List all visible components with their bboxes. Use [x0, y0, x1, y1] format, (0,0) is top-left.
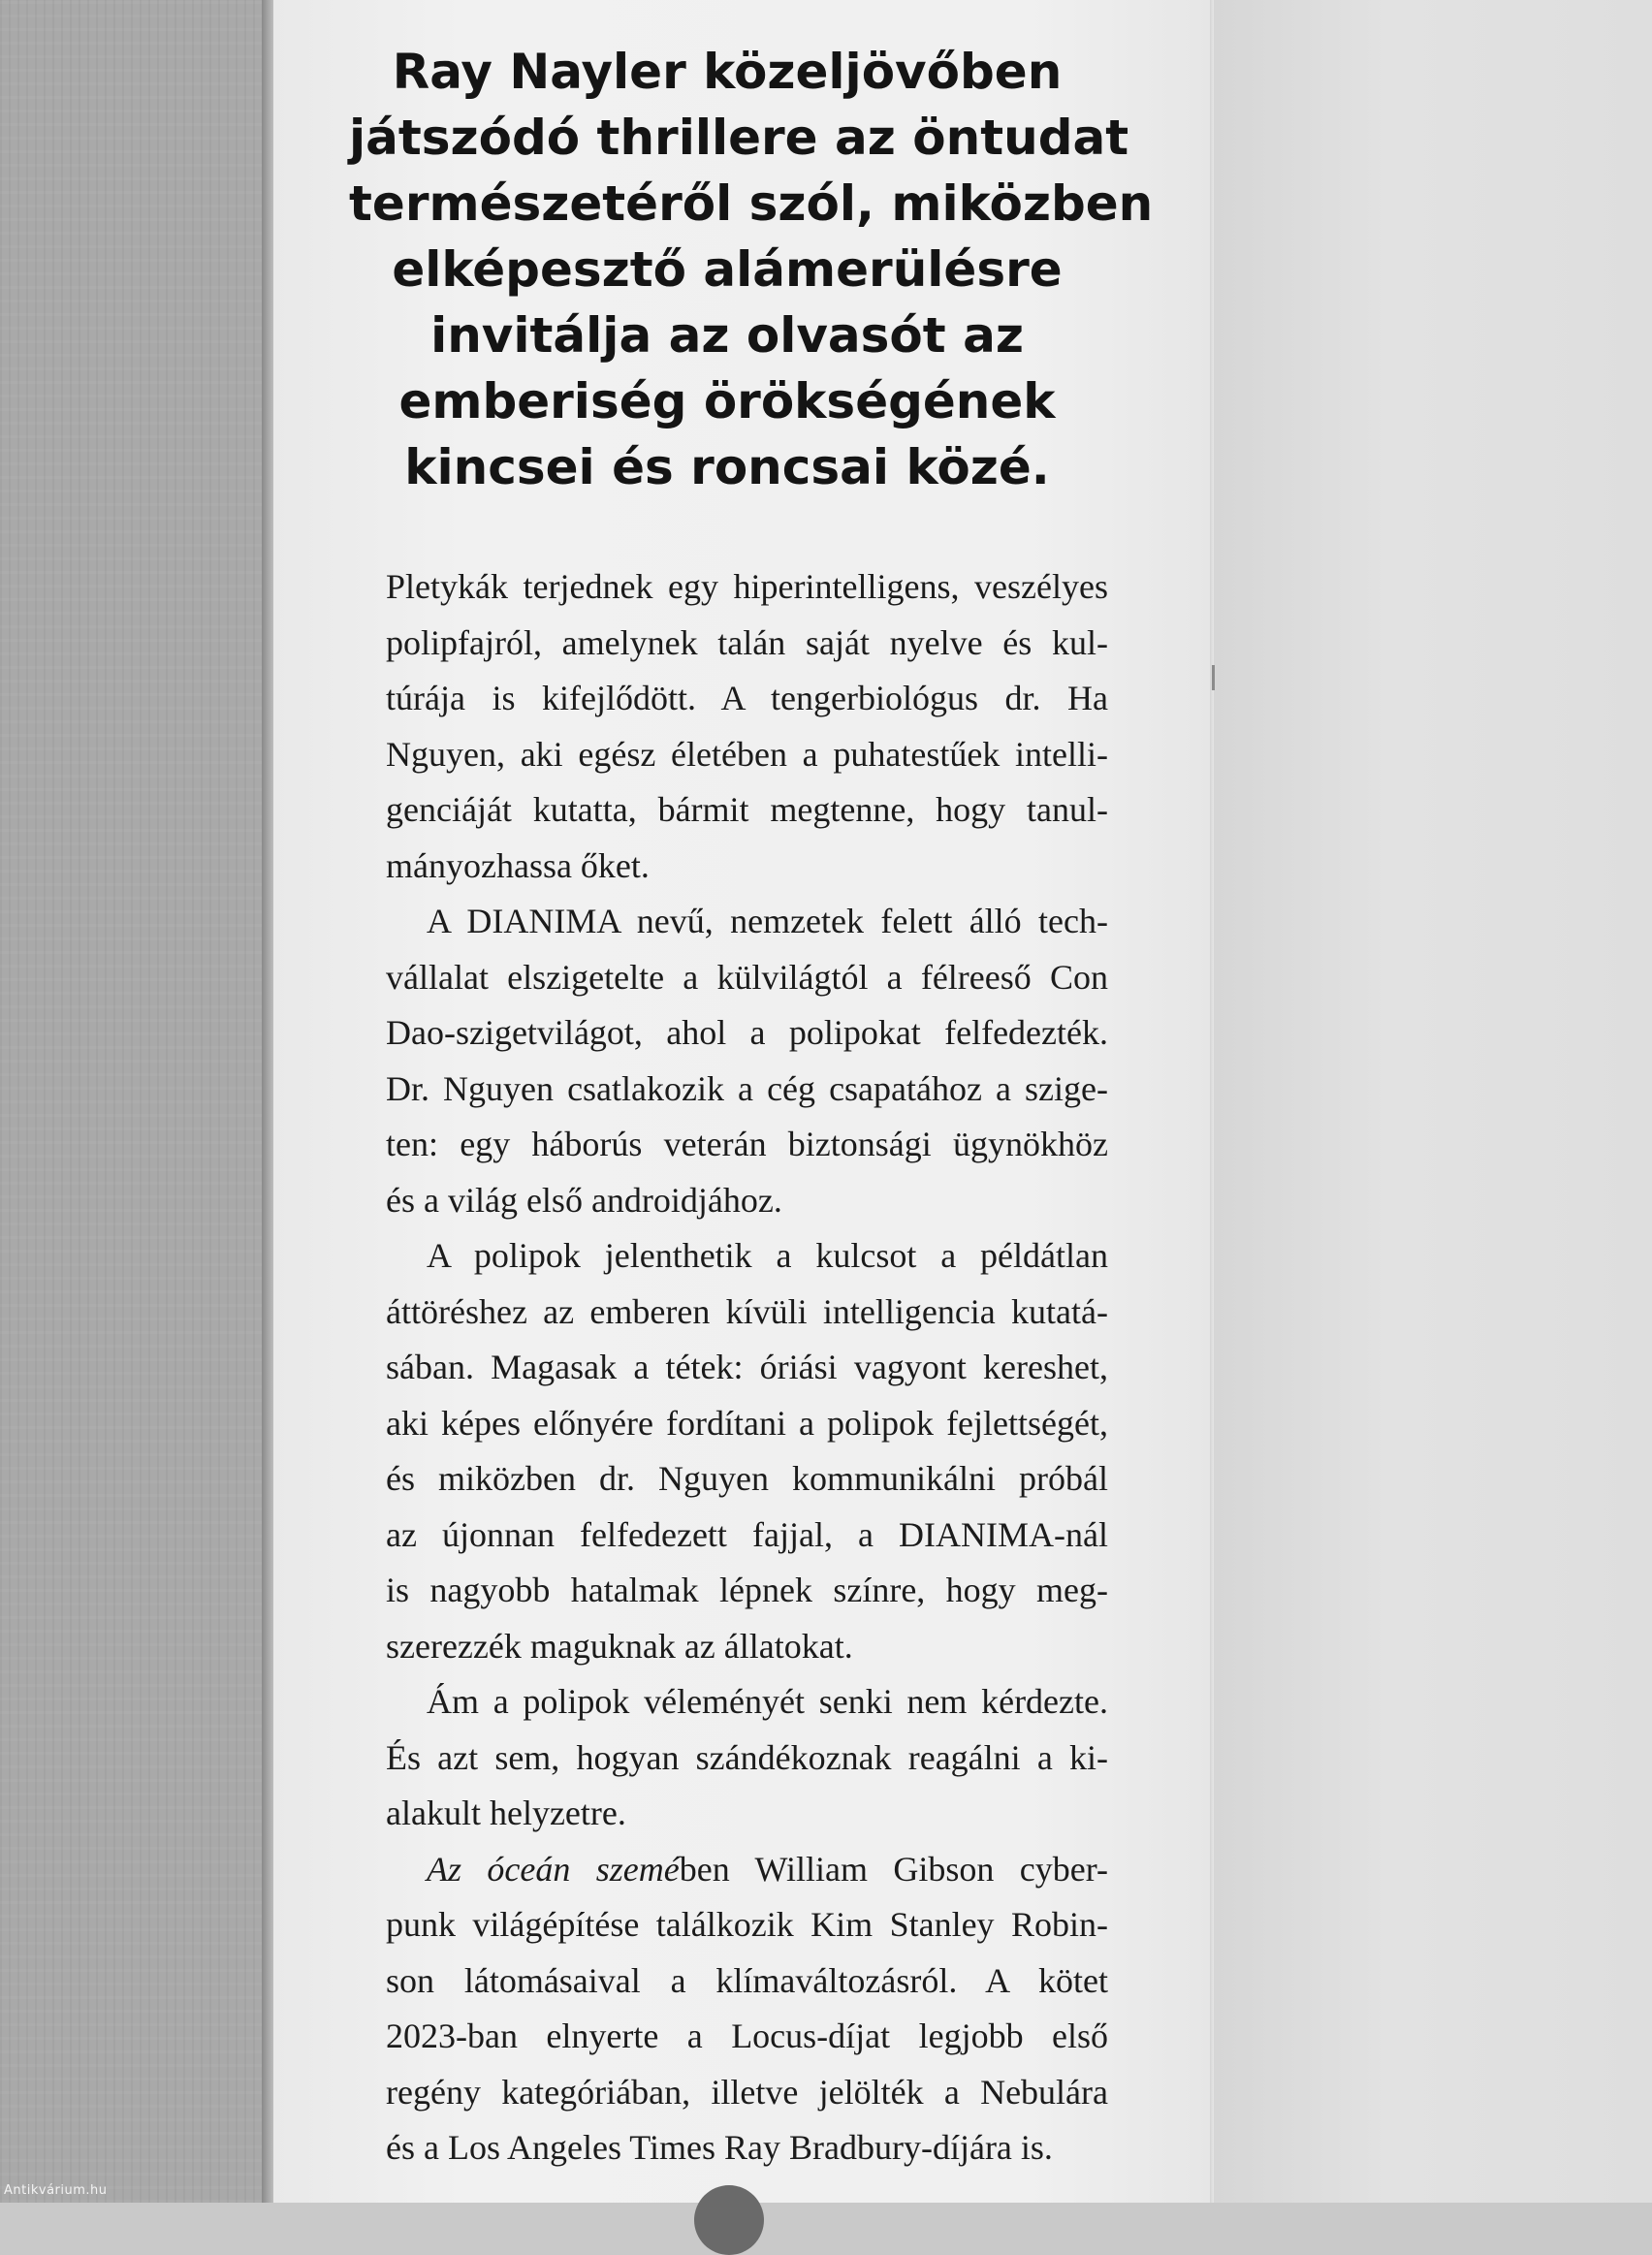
text-line: Nguyen, aki egész életében a puhatestűek intelli-	[386, 734, 1108, 774]
page-edge-shadow	[262, 0, 273, 2203]
tagline-line: elképesztő alámerülésre	[392, 241, 1063, 298]
tagline-line: kincsei és roncsai közé.	[404, 439, 1050, 495]
watermark: Antikvárium.hu	[4, 2183, 108, 2198]
text-line: polipfajról, amelynek talán saját nyelve és kul-	[386, 622, 1108, 662]
text-line: szerezzék maguknak az állatokat.	[386, 1626, 853, 1666]
text-line: son látomásaival a klímaváltozásról. A kötet	[386, 1960, 1108, 2000]
text-line: mányozhassa őket.	[386, 845, 650, 885]
text-line: vállalat elszigetelte a külvilágtól a félreeső Con	[386, 957, 1108, 997]
book-title: Az óceán szemé	[427, 1849, 680, 1889]
flap-fold-line	[1210, 0, 1214, 2203]
paragraph-1	[386, 559, 1108, 894]
paragraph-3	[386, 1228, 1108, 1674]
tagline-line: invitálja az olvasót az	[430, 307, 1024, 364]
text-line: Dr. Nguyen csatlakozik a cég csapatához a szige-	[386, 1068, 1108, 1108]
text-line: és a Los Angeles Times Ray Bradbury-díjára is.	[386, 2128, 1053, 2167]
text-line: is nagyobb hatalmak lépnek színre, hogy meg-	[386, 1571, 1108, 1609]
page-corner-mark	[694, 2185, 764, 2255]
tagline-line: emberiség örökségének	[398, 373, 1056, 429]
tagline-line: játszódó thrillere az öntudat	[349, 110, 1129, 166]
tagline-line: Ray Nayler közeljövőben	[392, 44, 1063, 100]
text-line	[386, 1842, 1108, 1898]
paragraph-5	[386, 1842, 1108, 2176]
right-page-area	[1214, 0, 1652, 2203]
text-line: és miközben dr. Nguyen kommunikálni próbál	[386, 1459, 1108, 1498]
tagline-line: természetéről szól, miközben	[349, 175, 1154, 232]
text-line: és a világ első androidjához.	[386, 1180, 782, 1220]
left-page-strip	[0, 0, 270, 2203]
text-line: Ám a polipok véleményét senki nem kérdezte.	[427, 1682, 1108, 1721]
tagline-heading	[349, 39, 1154, 500]
blurb-body	[386, 559, 1108, 2176]
paragraph-4	[386, 1674, 1108, 1842]
fold-mark	[1212, 665, 1215, 690]
text-line: 2023-ban elnyerte a Locus-díjat legjobb első	[386, 2017, 1108, 2055]
paragraph-2	[386, 894, 1108, 1228]
text-line: punk világépítése találkozik Kim Stanley Robin-	[386, 1905, 1108, 1944]
text-line: genciáját kutatta, bármit megtenne, hogy tanul-	[386, 790, 1108, 829]
text-line: És azt sem, hogyan szándékoznak reagálni a ki-	[386, 1737, 1108, 1777]
text-line: A DIANIMA nevű, nemzetek felett álló tech-	[427, 902, 1108, 940]
text-line: regény kategóriában, illetve jelölték a Nebulára	[386, 2072, 1108, 2112]
text-line: az újonnan felfedezett fajjal, a DIANIMA-nál	[386, 1514, 1108, 1554]
text-line: aki képes előnyére fordítani a polipok fejlettségét,	[386, 1403, 1108, 1443]
text-fragment: ben William Gibson cyber-	[679, 1849, 1109, 1889]
text-line: áttöréshez az emberen kívüli intelligencia kutatá-	[386, 1291, 1108, 1331]
text-line: ten: egy háborús veterán biztonsági ügynökhöz	[386, 1125, 1108, 1163]
text-line: Pletykák terjednek egy hiperintelligens, veszélyes	[386, 567, 1108, 606]
text-line: alakult helyzetre.	[386, 1794, 626, 1832]
text-line: Dao-szigetvilágot, ahol a polipokat felfedezték.	[386, 1013, 1108, 1052]
text-line: A polipok jelenthetik a kulcsot a példátlan	[427, 1236, 1108, 1275]
text-line: sában. Magasak a tétek: óriási vagyont kereshet,	[386, 1348, 1108, 1386]
text-line: túrája is kifejlődött. A tengerbiológus dr. Ha	[386, 679, 1108, 717]
